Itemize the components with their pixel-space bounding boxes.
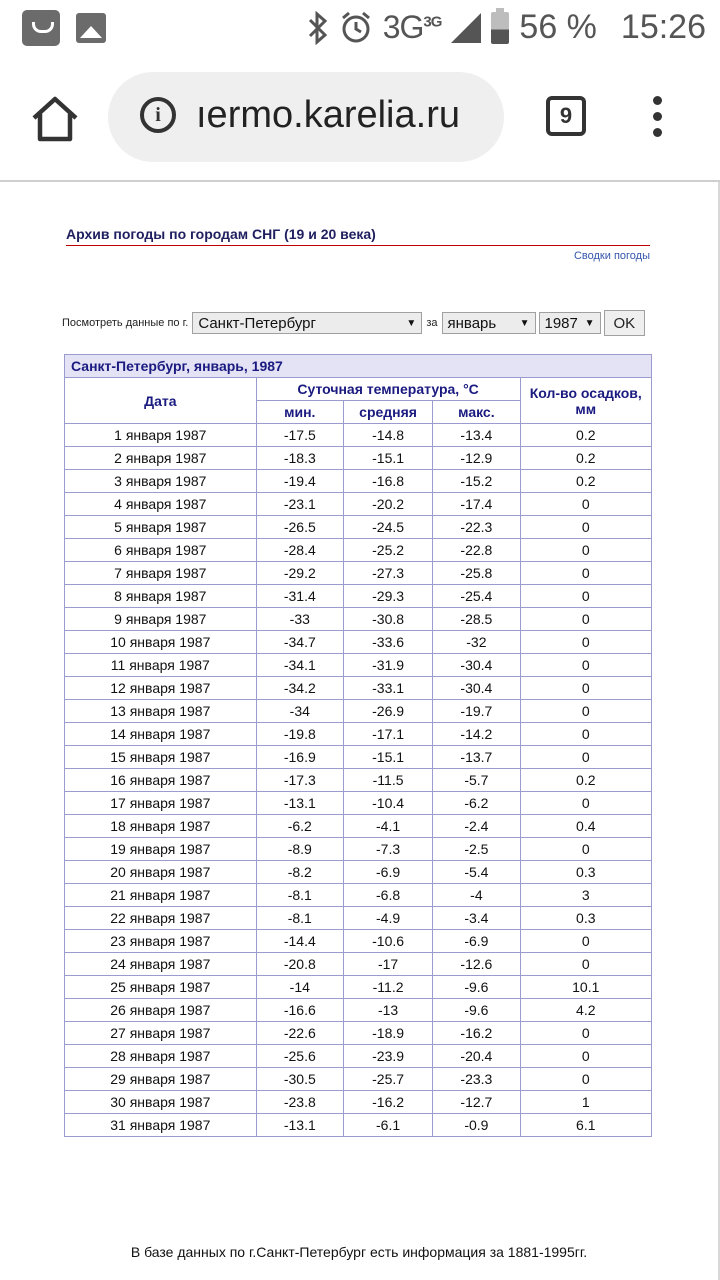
- cell-avg: -6.8: [343, 884, 432, 907]
- cell-precip: 0.3: [520, 907, 651, 930]
- cell-date: 8 января 1987: [65, 585, 257, 608]
- city-select-value: Санкт-Петербург: [198, 314, 316, 332]
- cell-max: -12.6: [433, 953, 520, 976]
- table-row: [65, 1022, 652, 1045]
- za-label: за: [426, 317, 438, 329]
- cell-precip: 0.2: [520, 424, 651, 447]
- cell-min: -26.5: [256, 516, 343, 539]
- table-row: [65, 792, 652, 815]
- cell-date: 2 января 1987: [65, 447, 257, 470]
- cell-max: -0.9: [433, 1114, 520, 1137]
- battery-percent: 56 %: [519, 8, 597, 46]
- cell-max: -23.3: [433, 1068, 520, 1091]
- url-text[interactable]: ıermo.karelia.ru: [196, 94, 460, 136]
- cell-avg: -17.1: [343, 723, 432, 746]
- cell-max: -4: [433, 884, 520, 907]
- table-row: [65, 1114, 652, 1137]
- cell-precip: 0.2: [520, 447, 651, 470]
- table-row: [65, 516, 652, 539]
- table-row: [65, 884, 652, 907]
- cell-min: -13.1: [256, 792, 343, 815]
- cell-max: -19.7: [433, 700, 520, 723]
- cell-max: -16.2: [433, 1022, 520, 1045]
- cell-avg: -26.9: [343, 700, 432, 723]
- cell-avg: -4.1: [343, 815, 432, 838]
- cell-min: -8.2: [256, 861, 343, 884]
- cell-avg: -30.8: [343, 608, 432, 631]
- cell-precip: 0: [520, 516, 651, 539]
- table-row: [65, 585, 652, 608]
- table-row: [65, 700, 652, 723]
- cell-precip: 3: [520, 884, 651, 907]
- cell-precip: 4.2: [520, 999, 651, 1022]
- cell-max: -9.6: [433, 976, 520, 999]
- status-bar: [0, 0, 720, 56]
- cell-date: 28 января 1987: [65, 1045, 257, 1068]
- cell-date: 18 января 1987: [65, 815, 257, 838]
- cell-avg: -11.5: [343, 769, 432, 792]
- table-row: [65, 953, 652, 976]
- month-select-value: январь: [447, 314, 497, 332]
- table-row: [65, 769, 652, 792]
- cell-date: 13 января 1987: [65, 700, 257, 723]
- cell-avg: -17: [343, 953, 432, 976]
- cell-avg: -15.1: [343, 447, 432, 470]
- cell-date: 30 января 1987: [65, 1091, 257, 1114]
- table-row: [65, 1045, 652, 1068]
- cell-date: 31 января 1987: [65, 1114, 257, 1137]
- table-row: [65, 815, 652, 838]
- cell-max: -30.4: [433, 677, 520, 700]
- battery-icon: [491, 12, 509, 44]
- cell-min: -17.5: [256, 424, 343, 447]
- chevron-down-icon: ▼: [519, 317, 530, 329]
- cell-date: 1 января 1987: [65, 424, 257, 447]
- cell-precip: 0: [520, 700, 651, 723]
- weather-reports-link[interactable]: Сводки погоды: [573, 250, 650, 262]
- table-row: [65, 539, 652, 562]
- cell-avg: -18.9: [343, 1022, 432, 1045]
- cell-date: 16 января 1987: [65, 769, 257, 792]
- month-select[interactable]: [442, 312, 536, 334]
- cell-avg: -6.1: [343, 1114, 432, 1137]
- cell-min: -34.7: [256, 631, 343, 654]
- cell-date: 20 января 1987: [65, 861, 257, 884]
- cell-avg: -10.4: [343, 792, 432, 815]
- cell-date: 11 января 1987: [65, 654, 257, 677]
- cell-date: 5 января 1987: [65, 516, 257, 539]
- cell-date: 7 января 1987: [65, 562, 257, 585]
- cell-precip: 0.2: [520, 769, 651, 792]
- cell-avg: -7.3: [343, 838, 432, 861]
- cell-min: -34: [256, 700, 343, 723]
- cell-precip: 0: [520, 608, 651, 631]
- cell-max: -20.4: [433, 1045, 520, 1068]
- cell-avg: -31.9: [343, 654, 432, 677]
- cell-date: 10 января 1987: [65, 631, 257, 654]
- cell-max: -25.8: [433, 562, 520, 585]
- cell-max: -30.4: [433, 654, 520, 677]
- cell-date: 4 января 1987: [65, 493, 257, 516]
- cell-max: -2.5: [433, 838, 520, 861]
- cell-min: -29.2: [256, 562, 343, 585]
- col-temp: Суточная температура, °С: [256, 378, 520, 401]
- signal-icon: [451, 13, 481, 43]
- cell-max: -25.4: [433, 585, 520, 608]
- cell-date: 12 января 1987: [65, 677, 257, 700]
- cell-avg: -20.2: [343, 493, 432, 516]
- cell-max: -13.7: [433, 746, 520, 769]
- cell-precip: 0: [520, 493, 651, 516]
- cell-min: -20.8: [256, 953, 343, 976]
- table-caption: Санкт-Петербург, январь, 1987: [65, 355, 652, 378]
- cell-date: 23 января 1987: [65, 930, 257, 953]
- cell-max: -12.9: [433, 447, 520, 470]
- cell-avg: -13: [343, 999, 432, 1022]
- cell-precip: 0: [520, 746, 651, 769]
- cell-min: -8.1: [256, 884, 343, 907]
- cell-avg: -16.2: [343, 1091, 432, 1114]
- ok-button[interactable]: OK: [604, 310, 646, 336]
- cell-min: -23.1: [256, 493, 343, 516]
- table-row: [65, 654, 652, 677]
- cell-date: 21 января 1987: [65, 884, 257, 907]
- weather-table: [64, 354, 652, 1137]
- table-row: [65, 976, 652, 999]
- cell-min: -16.9: [256, 746, 343, 769]
- table-row: [65, 608, 652, 631]
- table-row: [65, 447, 652, 470]
- more-menu-icon[interactable]: [650, 96, 664, 140]
- table-row: [65, 930, 652, 953]
- cell-min: -34.1: [256, 654, 343, 677]
- cell-avg: -33.6: [343, 631, 432, 654]
- cell-min: -23.8: [256, 1091, 343, 1114]
- table-row: [65, 723, 652, 746]
- cell-precip: 0: [520, 723, 651, 746]
- cell-min: -19.4: [256, 470, 343, 493]
- cell-precip: 10.1: [520, 976, 651, 999]
- cell-max: -13.4: [433, 424, 520, 447]
- bluetooth-icon: [307, 11, 329, 45]
- table-row: [65, 424, 652, 447]
- cell-date: 17 января 1987: [65, 792, 257, 815]
- cell-date: 26 января 1987: [65, 999, 257, 1022]
- cell-max: -28.5: [433, 608, 520, 631]
- cell-max: -14.2: [433, 723, 520, 746]
- filter-form: [62, 310, 645, 336]
- table-row: [65, 493, 652, 516]
- cell-date: 3 января 1987: [65, 470, 257, 493]
- cell-precip: 6.1: [520, 1114, 651, 1137]
- cell-max: -6.9: [433, 930, 520, 953]
- cell-avg: -27.3: [343, 562, 432, 585]
- col-avg: средняя: [343, 401, 432, 424]
- cell-precip: 0: [520, 654, 651, 677]
- footer-note: В базе данных по г.Санкт-Петербург есть информация за 1881-1995гг.: [130, 1244, 588, 1260]
- cell-precip: 1: [520, 1091, 651, 1114]
- cell-precip: 0: [520, 562, 651, 585]
- cell-precip: 0.3: [520, 861, 651, 884]
- browser-toolbar: [0, 56, 720, 182]
- cell-date: 6 января 1987: [65, 539, 257, 562]
- table-row: [65, 470, 652, 493]
- cell-avg: -24.5: [343, 516, 432, 539]
- cell-min: -14: [256, 976, 343, 999]
- cell-avg: -6.9: [343, 861, 432, 884]
- filter-label: Посмотреть данные по г.: [62, 317, 189, 329]
- cell-max: -9.6: [433, 999, 520, 1022]
- table-row: [65, 631, 652, 654]
- cell-max: -12.7: [433, 1091, 520, 1114]
- cell-min: -13.1: [256, 1114, 343, 1137]
- cell-precip: 0: [520, 838, 651, 861]
- cell-min: -8.1: [256, 907, 343, 930]
- table-row: [65, 562, 652, 585]
- cell-max: -3.4: [433, 907, 520, 930]
- cell-max: -2.4: [433, 815, 520, 838]
- table-row: [65, 861, 652, 884]
- cell-min: -25.6: [256, 1045, 343, 1068]
- cell-precip: 0: [520, 539, 651, 562]
- chevron-down-icon: ▼: [584, 317, 595, 329]
- cell-min: -22.6: [256, 1022, 343, 1045]
- cell-min: -8.9: [256, 838, 343, 861]
- web-page: [0, 182, 720, 1280]
- cell-date: 29 января 1987: [65, 1068, 257, 1091]
- alarm-icon: [339, 11, 373, 45]
- cell-date: 19 января 1987: [65, 838, 257, 861]
- cell-precip: 0: [520, 1022, 651, 1045]
- cell-min: -16.6: [256, 999, 343, 1022]
- col-min: мин.: [256, 401, 343, 424]
- cell-date: 25 января 1987: [65, 976, 257, 999]
- cell-min: -14.4: [256, 930, 343, 953]
- table-row: [65, 907, 652, 930]
- image-notification-icon: [76, 13, 106, 43]
- cell-avg: -33.1: [343, 677, 432, 700]
- cell-min: -6.2: [256, 815, 343, 838]
- cell-avg: -23.9: [343, 1045, 432, 1068]
- cell-max: -32: [433, 631, 520, 654]
- table-row: [65, 838, 652, 861]
- cell-max: -17.4: [433, 493, 520, 516]
- cell-precip: 0: [520, 1068, 651, 1091]
- cell-min: -28.4: [256, 539, 343, 562]
- cell-avg: -25.7: [343, 1068, 432, 1091]
- cell-precip: 0: [520, 1045, 651, 1068]
- cell-avg: -29.3: [343, 585, 432, 608]
- table-row: [65, 999, 652, 1022]
- cell-avg: -10.6: [343, 930, 432, 953]
- cell-avg: -11.2: [343, 976, 432, 999]
- cell-max: -5.7: [433, 769, 520, 792]
- address-bar[interactable]: [108, 72, 504, 162]
- chevron-down-icon: ▼: [406, 317, 417, 329]
- cell-precip: 0: [520, 585, 651, 608]
- cell-max: -15.2: [433, 470, 520, 493]
- cell-precip: 0: [520, 930, 651, 953]
- cell-date: 14 января 1987: [65, 723, 257, 746]
- cell-avg: -16.8: [343, 470, 432, 493]
- cell-precip: 0.4: [520, 815, 651, 838]
- cell-precip: 0: [520, 631, 651, 654]
- cell-max: -6.2: [433, 792, 520, 815]
- table-row: [65, 746, 652, 769]
- shopping-bag-notification-icon: [22, 10, 60, 46]
- city-select[interactable]: [192, 312, 422, 334]
- tab-switcher-button[interactable]: 9: [546, 96, 586, 136]
- col-max: макс.: [433, 401, 520, 424]
- cell-min: -33: [256, 608, 343, 631]
- cell-max: -22.3: [433, 516, 520, 539]
- table-row: [65, 677, 652, 700]
- cell-precip: 0: [520, 953, 651, 976]
- page-title: Архив погоды по городам СНГ (19 и 20 века): [66, 226, 650, 246]
- cell-precip: 0: [520, 677, 651, 700]
- col-date: Дата: [65, 378, 257, 424]
- year-select[interactable]: [539, 312, 601, 334]
- table-row: [65, 1091, 652, 1114]
- cell-avg: -4.9: [343, 907, 432, 930]
- cell-date: 22 января 1987: [65, 907, 257, 930]
- cell-avg: -15.1: [343, 746, 432, 769]
- cell-max: -22.8: [433, 539, 520, 562]
- cell-max: -5.4: [433, 861, 520, 884]
- info-icon[interactable]: i: [140, 97, 176, 133]
- clock: 15:26: [620, 8, 706, 46]
- cell-min: -17.3: [256, 769, 343, 792]
- cell-min: -30.5: [256, 1068, 343, 1091]
- cell-date: 15 января 1987: [65, 746, 257, 769]
- table-row: [65, 1068, 652, 1091]
- network-type: $3G^{3G}$: [382, 9, 442, 45]
- cell-avg: -25.2: [343, 539, 432, 562]
- cell-min: -31.4: [256, 585, 343, 608]
- home-icon[interactable]: [30, 96, 80, 142]
- cell-date: 9 января 1987: [65, 608, 257, 631]
- cell-avg: -14.8: [343, 424, 432, 447]
- col-precip: Кол-во осадков, мм: [520, 378, 651, 424]
- cell-date: 27 января 1987: [65, 1022, 257, 1045]
- cell-min: -18.3: [256, 447, 343, 470]
- cell-min: -19.8: [256, 723, 343, 746]
- cell-precip: 0.2: [520, 470, 651, 493]
- year-select-value: 1987: [544, 314, 578, 332]
- cell-precip: 0: [520, 792, 651, 815]
- cell-date: 24 января 1987: [65, 953, 257, 976]
- cell-min: -34.2: [256, 677, 343, 700]
